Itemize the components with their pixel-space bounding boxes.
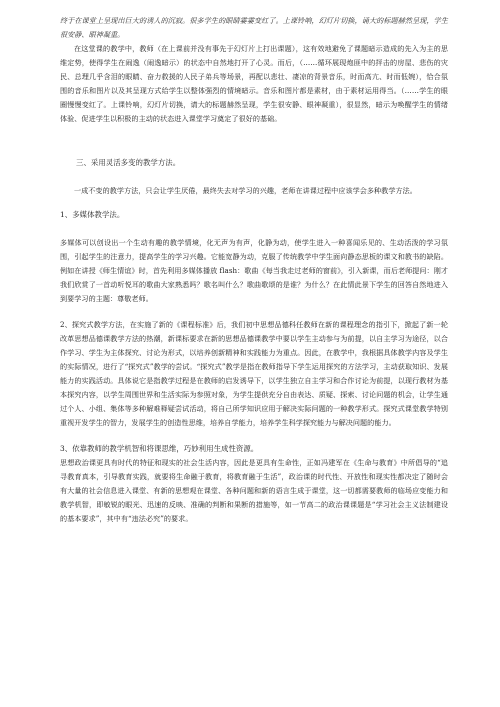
paragraph-multimedia: 多媒体可以创设出一个生动有趣的教学情境，化无声为有声，化静为动，使学生进入一种喜闻乐见的、生动活泼的学习氛围，引起学生的注意力，提高学生的学习兴趣。它能宽静为动，克服了传统教学中学生面向静态思板的课文和教书的缺陷。例如在讲授《师生情谊》时，首先利用多媒体播放 flash：歌曲《每当我走过老师的窗前》，引入新课，而后老师提问：刚才我们欣赏了一首动听悦耳的歌曲大家熟悉吗？歌名叫什么？歌曲歌颂的是谁？为什么？在此情此景下学生的回答自然地进入到要学习的主题：尊敬老师。 (60, 238, 448, 303)
paragraph-analysis: 在这堂课的教学中，教师（在上课前并没有事先于幻灯片上打出课题），这有效地避免了课题暗示造成的先入为主的思维定势，使得学生在闹逸（闹逸暗示）的状态中自然地打开了心灵。而后，（……循环展现炮匪中的抨击的房屋、悲伤的灾民、总理几乎含泪的眼睛、奋力救援的人民子弟兵等场景，再配以悲壮、凄凉的背景音乐，时而高亢、时而低婉），恰合氛围的音乐和图片以及其呈现方式给学生以整体强烈的情境暗示。音乐和图片都是素材，由于素材运用得当。（……学生的眼圈慢慢变红了。上课铃响，幻灯片切换，请大的标题赫然呈现，学生很安静、眼神凝重），很显然，暗示为唤醒学生的情绪体验、促进学生以积极的主动的状态进入课堂学习奠定了很好的基础。 (60, 44, 448, 123)
paragraph-teaching-wit: 思想政治课更具有时代的特征和现实的社会生活内容，因此是更具有生命性，正如冯建军在《生命与教育》中所倡导的“追寻教育真本，引导教育实践，就要将生命融于教育，将教育融于生活”，政治课的时代性、开放性和现实性都决定了随时会有大量的社会信息进入课堂、有新的思想观在课堂、各种问题和新的语言生成于课堂，这一切都需要教师的临场应变能力和教学机智，即敏锐的眼光、迅速的反映、准确的判断和果断的措施等，如一节高二的政治课课题是“学习社会主义法制建设的基本要求”，其中有“违法必究”的要求。 (60, 458, 448, 523)
paragraph-inquiry-method: 2、探究式教学方法，在实施了新的《课程标准》后，我们初中思想品德科任教师在新的课程理念的指引下，掀起了新一轮改革思想品德课教学方法的热潮，新课标要求在新的思想品德课教学中要以学生主动参与为前提，以自主学习为途径，以合作学习、学生为主体探究、讨论为形式，以培养创新精神和实践能力为重点。因此，在教学中，我根据具体教学内容及学生的实际情况，进行了“探究式”教学的尝试。“探究式”教学是指在教师指导下学生运用探究的方法学习，主动获取知识、发展能力的实践活动。具体说它是指教学过程是在教师的启发诱导下，以学生独立自主学习和合作讨论为前提，以现行教材为基本探究内容，以学生周围世界和生活实际为参照对象，为学生提供充分自由表达、质疑、探索、讨论问题的机会，让学生通过个人、小组、集体等多种解难释疑尝试活动，将自己所学知识应用于解决实际问题的一种教学形式。探究式课堂教学特别重视开发学生的智力，发展学生的创造性思维，培养自学能力，培养学生科学探究能力与解决问题的能力。 (60, 320, 448, 427)
paragraph-methods-intro: 一成不变的教学方法，只会让学生厌倦，最终失去对学习的兴趣，老师在讲课过程中应该学会多种教学方法。 (74, 186, 417, 195)
section-heading-teaching-methods: 三、采用灵活多变的教学方法。 (76, 158, 181, 167)
paragraph-intro-fragment: 终于在课堂上呈现出巨大的诱人的沉寂。很多学生的眼睛霎霎变红了。上课铃响，幻灯片切换，诵大的标题赫然呈现，学生很安静、眼神凝重。 (60, 16, 448, 39)
subheading-multimedia: 1、多媒体教学法。 (60, 210, 125, 219)
subheading-teaching-wit: 3、依靠教师的教学机智和将课思维，巧妙利用生成性资源。 (60, 444, 259, 453)
